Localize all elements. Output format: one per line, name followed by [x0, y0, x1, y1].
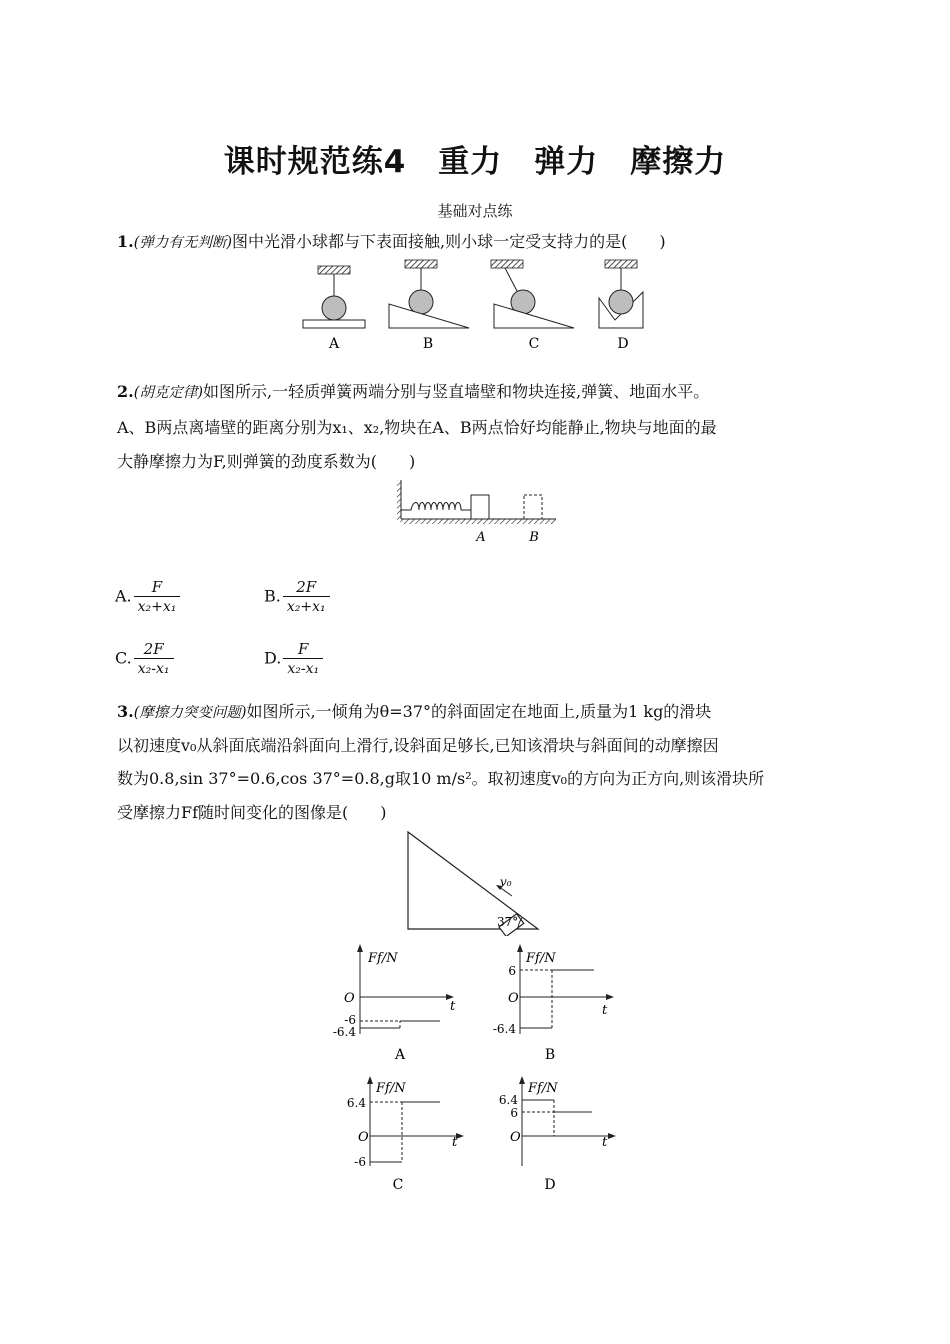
q3-graph-d-tick-2: 6: [510, 1106, 518, 1120]
q3-graph-a-tick-1: -6: [344, 1013, 356, 1027]
q3-graph-b-tick-2: -6.4: [492, 1022, 516, 1036]
q2-option-d-den: x₂-x₁: [283, 658, 323, 678]
q2-option-a-num: F: [151, 578, 163, 596]
question-1-number: 1.: [117, 232, 134, 251]
q2-option-b-label: B.: [264, 586, 281, 606]
q3-graph-c-label: C: [392, 1177, 404, 1193]
q3-graph-a-xlabel: t: [450, 999, 456, 1014]
q2-label-b: B: [529, 530, 539, 545]
page-title: 课时规范练4 重力 弹力 摩擦力: [223, 144, 727, 180]
q2-option-c-den: x₂-x₁: [134, 658, 174, 678]
q3-angle-label: 37°: [497, 915, 519, 929]
q3-graph-d-origin: O: [510, 1130, 521, 1145]
q2-option-b-den: x₂+x₁: [283, 596, 330, 616]
q3-graph-b-label: B: [544, 1047, 556, 1063]
q3-graph-a-ylabel: Ff/N: [368, 951, 398, 966]
q3-graph-d-tick-1: 6.4: [498, 1093, 518, 1107]
q3-graph-c-xlabel: t: [452, 1135, 458, 1150]
q3-graph-c-tick-1: 6.4: [346, 1096, 366, 1110]
q2-option-c-fraction: [134, 640, 174, 678]
q1-figure-c: [491, 260, 574, 328]
question-3-line-2: 以初速度v₀从斜面底端沿斜面向上滑行,设斜面足够长,已知该滑块与斜面间的动摩擦因: [117, 736, 719, 755]
q3-graph-b-tick-1: 6: [508, 964, 516, 978]
q2-option-c-num: 2F: [143, 640, 164, 658]
q2-option-a-label: A.: [115, 586, 132, 606]
question-2-tag: (胡克定律): [133, 385, 204, 401]
q2-option-d-label: D.: [264, 648, 282, 668]
q3-graph-c-ylabel: Ff/N: [376, 1081, 406, 1096]
q2-option-d: [264, 640, 323, 678]
q1-figure-b: [389, 260, 469, 328]
question-1-tag: (弹力有无判断): [133, 235, 233, 251]
question-3-line-1: [117, 702, 837, 723]
q3-graph-d: [492, 1074, 622, 1198]
q3-graph-a-tick-2: -6.4: [332, 1025, 356, 1039]
q2-option-a: [115, 578, 180, 616]
q2-option-a-den: x₂+x₁: [134, 596, 181, 616]
question-3-line-4: 受摩擦力Ff随时间变化的图像是( ): [117, 803, 387, 822]
q2-option-a-fraction: [134, 578, 181, 616]
question-3-text-1: 如图所示,一倾角为θ=37°的斜面固定在地面上,质量为1 kg的滑块: [246, 702, 712, 721]
q3-graph-a-origin: O: [344, 991, 355, 1006]
q2-option-b-num: 2F: [296, 578, 317, 596]
question-2-line-1: [117, 382, 837, 403]
q3-graph-c-origin: O: [358, 1130, 369, 1145]
q1-label-c: C: [528, 336, 540, 352]
question-3-number: 3.: [117, 702, 134, 721]
question-2-line-2: A、B两点离墙壁的距离分别为x₁、x₂,物块在A、B两点恰好均能静止,物块与地面的最: [117, 418, 717, 437]
question-2-number: 2.: [117, 382, 134, 401]
q1-figure-a: [303, 266, 365, 328]
section-heading: 基础对点练: [437, 202, 513, 220]
question-2-line-3: 大静摩擦力为F,则弹簧的劲度系数为( ): [117, 452, 416, 471]
question-3-tag: (摩擦力突变问题): [133, 705, 247, 721]
q3-graph-d-label: D: [544, 1177, 556, 1193]
question-1: [117, 232, 837, 253]
q2-option-b-fraction: [283, 578, 330, 616]
q3-graph-c-tick-2: -6: [354, 1155, 366, 1169]
q1-figure-d: [599, 260, 643, 328]
q3-graph-b-xlabel: t: [602, 1003, 608, 1018]
q3-graph-a: [330, 942, 460, 1066]
q1-label-b: B: [422, 336, 434, 352]
question-3-line-3: 数为0.8,sin 37°=0.6,cos 37°=0.8,g取10 m/s²。取初速度v₀的方向为正方向,则该滑块所: [117, 769, 765, 788]
q3-graph-c: [340, 1074, 470, 1198]
question-1-figure: [295, 258, 655, 354]
q3-graph-d-xlabel: t: [602, 1135, 608, 1150]
question-2-figure: [395, 476, 560, 548]
q1-label-a: A: [328, 336, 340, 352]
q2-option-d-num: F: [298, 640, 309, 658]
q1-label-d: D: [617, 336, 629, 352]
question-3-incline-figure: [400, 828, 550, 936]
q3-graph-b: [490, 942, 620, 1066]
q2-option-c-label: C.: [115, 648, 132, 668]
question-1-text: 图中光滑小球都与下表面接触,则小球一定受支持力的是( ): [232, 232, 666, 251]
q3-graph-a-label: A: [394, 1047, 406, 1063]
q2-option-b: [264, 578, 330, 616]
q3-velocity-label: v₀: [500, 875, 512, 889]
q3-graph-b-ylabel: Ff/N: [526, 951, 556, 966]
question-2-text-1: 如图所示,一轻质弹簧两端分别与竖直墙壁和物块连接,弹簧、地面水平。: [203, 382, 710, 401]
q2-option-d-fraction: [283, 640, 323, 678]
q3-graph-d-ylabel: Ff/N: [528, 1081, 558, 1096]
q3-graph-b-origin: O: [508, 991, 519, 1006]
q2-label-a: A: [476, 530, 486, 545]
q2-option-c: [115, 640, 174, 678]
